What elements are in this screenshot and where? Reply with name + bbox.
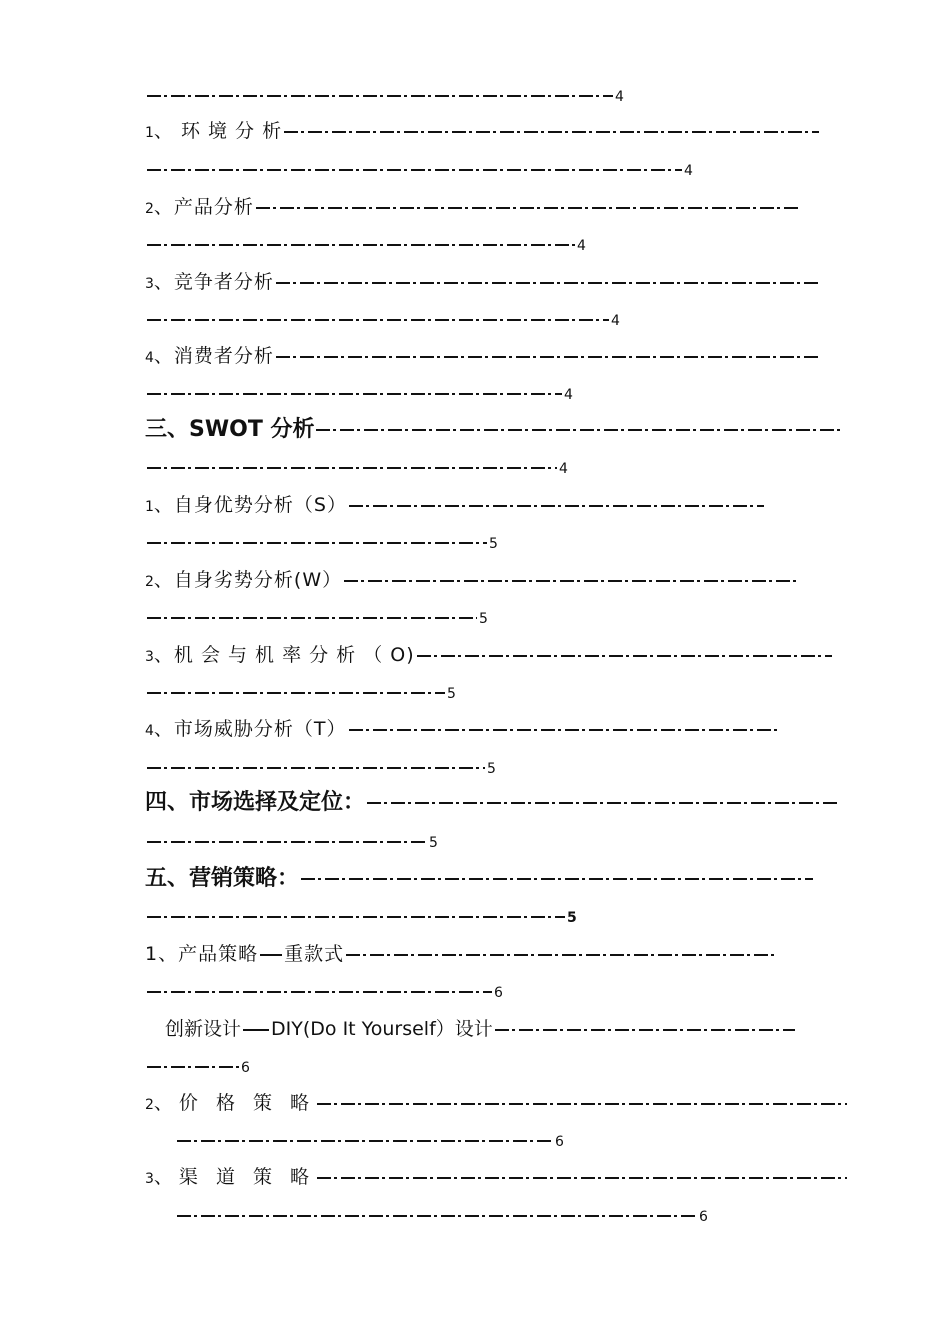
toc-heading-marketing-strategy[interactable] (145, 862, 847, 896)
toc-entry-product-strategy[interactable] (145, 939, 847, 969)
toc-entry-wrap (145, 752, 847, 782)
toc-heading-swot[interactable] (145, 413, 847, 447)
heading-label: 四、市场选择及定位： (145, 790, 366, 815)
dot-leader (417, 655, 832, 657)
toc-entry-wrap (145, 229, 847, 259)
entry-label: 、价 格 策 略 (153, 1092, 316, 1114)
dot-leader (147, 617, 477, 619)
entry-label: 、竞争者分析 (153, 271, 274, 293)
entry-number: 2 (145, 574, 154, 590)
entry-label: 、自身优势分析（S） (153, 494, 347, 516)
page-number: 5 (479, 611, 488, 627)
toc-entry-wrap (145, 154, 847, 184)
toc-entry-wrap (145, 452, 847, 482)
entry-number: 4 (145, 723, 154, 739)
dot-leader (344, 580, 799, 582)
page-number: 4 (684, 163, 693, 179)
toc-entry-competitor-analysis[interactable] (145, 267, 847, 297)
entry-label: 、 环 境 分 析 (153, 120, 283, 142)
toc-entry-threats[interactable] (145, 714, 847, 744)
toc-entry-wrap (175, 1200, 847, 1230)
toc-entry-wrap (145, 602, 847, 632)
entry-label: 、渠 道 策 略 (153, 1166, 316, 1188)
entry-number: 3 (145, 1171, 154, 1187)
dot-leader (147, 393, 562, 395)
entry-number: 2 (145, 201, 154, 217)
dot-leader (147, 467, 557, 469)
page-number: 5 (429, 835, 438, 851)
toc-entry-opportunities[interactable] (145, 640, 847, 670)
page-number: 6 (241, 1060, 250, 1076)
entry-label: 、消费者分析 (153, 345, 274, 367)
dot-leader (147, 1066, 239, 1068)
dash (243, 1029, 269, 1031)
heading-label: 三、SWOT 分析 (145, 417, 315, 442)
toc-entry-wrap (145, 527, 847, 557)
toc-entry-wrap (145, 677, 847, 707)
entry-number: 1 (145, 499, 154, 515)
dot-leader (147, 991, 492, 993)
dot-leader (301, 878, 813, 880)
toc-entry-wrap (175, 1125, 847, 1155)
page-number: 5 (447, 686, 456, 702)
page-number: 6 (494, 985, 503, 1001)
page-number: 5 (567, 910, 577, 926)
toc-entry-consumer-analysis[interactable] (145, 341, 847, 371)
dot-leader (349, 729, 779, 731)
entry-label: 、市场威胁分析（T） (153, 718, 347, 740)
page-number: 4 (577, 238, 586, 254)
toc-heading-market-positioning[interactable] (145, 786, 847, 820)
dot-leader (316, 429, 841, 431)
toc-entry-wrap (145, 901, 847, 931)
toc-continuation-line (145, 80, 847, 110)
dash (260, 954, 282, 956)
dot-leader (495, 1029, 795, 1031)
page-number: 5 (487, 761, 496, 777)
entry-label: 、自身劣势分析(W） (153, 569, 343, 591)
dot-leader (317, 1177, 847, 1179)
dot-leader (147, 542, 487, 544)
page-number: 4 (564, 387, 573, 403)
dot-leader (276, 356, 821, 358)
page-number: 6 (555, 1134, 564, 1150)
toc-entry-wrap (145, 304, 847, 334)
page-number: 4 (615, 89, 624, 105)
page-number: 4 (559, 461, 568, 477)
dot-leader (147, 244, 575, 246)
entry-sublabel: 重款式 (284, 943, 345, 965)
entry-sublabel: DIY(Do It Yourself）设计 (271, 1018, 493, 1040)
dot-leader (349, 505, 764, 507)
dot-leader (147, 916, 565, 918)
toc-entry-channel-strategy[interactable] (145, 1162, 847, 1192)
entry-label: 1、产品策略 (145, 943, 259, 965)
dot-leader (177, 1140, 553, 1142)
toc-entry-wrap (145, 826, 847, 856)
dot-leader (367, 802, 837, 804)
entry-label: 创新设计 (165, 1018, 242, 1040)
dot-leader (284, 131, 819, 133)
dot-leader (256, 207, 801, 209)
toc-entry-weaknesses[interactable] (145, 565, 847, 595)
dot-leader (147, 169, 682, 171)
page-number: 5 (489, 536, 498, 552)
dot-leader (276, 282, 821, 284)
heading-label: 五、营销策略： (145, 866, 300, 891)
dot-leader (147, 319, 609, 321)
toc-entry-innovative-design[interactable] (165, 1014, 847, 1044)
toc-entry-environment-analysis[interactable] (145, 116, 847, 146)
page-number: 6 (699, 1209, 708, 1225)
entry-label: 、机 会 与 机 率 分 析 （ O) (153, 644, 415, 666)
page-number: 4 (611, 313, 620, 329)
entry-number: 3 (145, 649, 154, 665)
dot-leader (317, 1103, 847, 1105)
entry-label: 、产品分析 (153, 196, 254, 218)
dot-leader (177, 1215, 697, 1217)
toc-entry-strengths[interactable] (145, 490, 847, 520)
toc-entry-product-analysis[interactable] (145, 192, 847, 222)
dot-leader (147, 95, 613, 97)
toc-entry-wrap (145, 976, 847, 1006)
entry-number: 1 (145, 125, 154, 141)
entry-number: 3 (145, 276, 154, 292)
toc-entry-pricing-strategy[interactable] (145, 1088, 847, 1118)
dot-leader (147, 692, 445, 694)
dot-leader (147, 841, 427, 843)
toc-entry-wrap (145, 1051, 847, 1081)
entry-number: 2 (145, 1097, 154, 1113)
dot-leader (346, 954, 776, 956)
entry-number: 4 (145, 350, 154, 366)
toc-entry-wrap (145, 378, 847, 408)
dot-leader (147, 767, 485, 769)
